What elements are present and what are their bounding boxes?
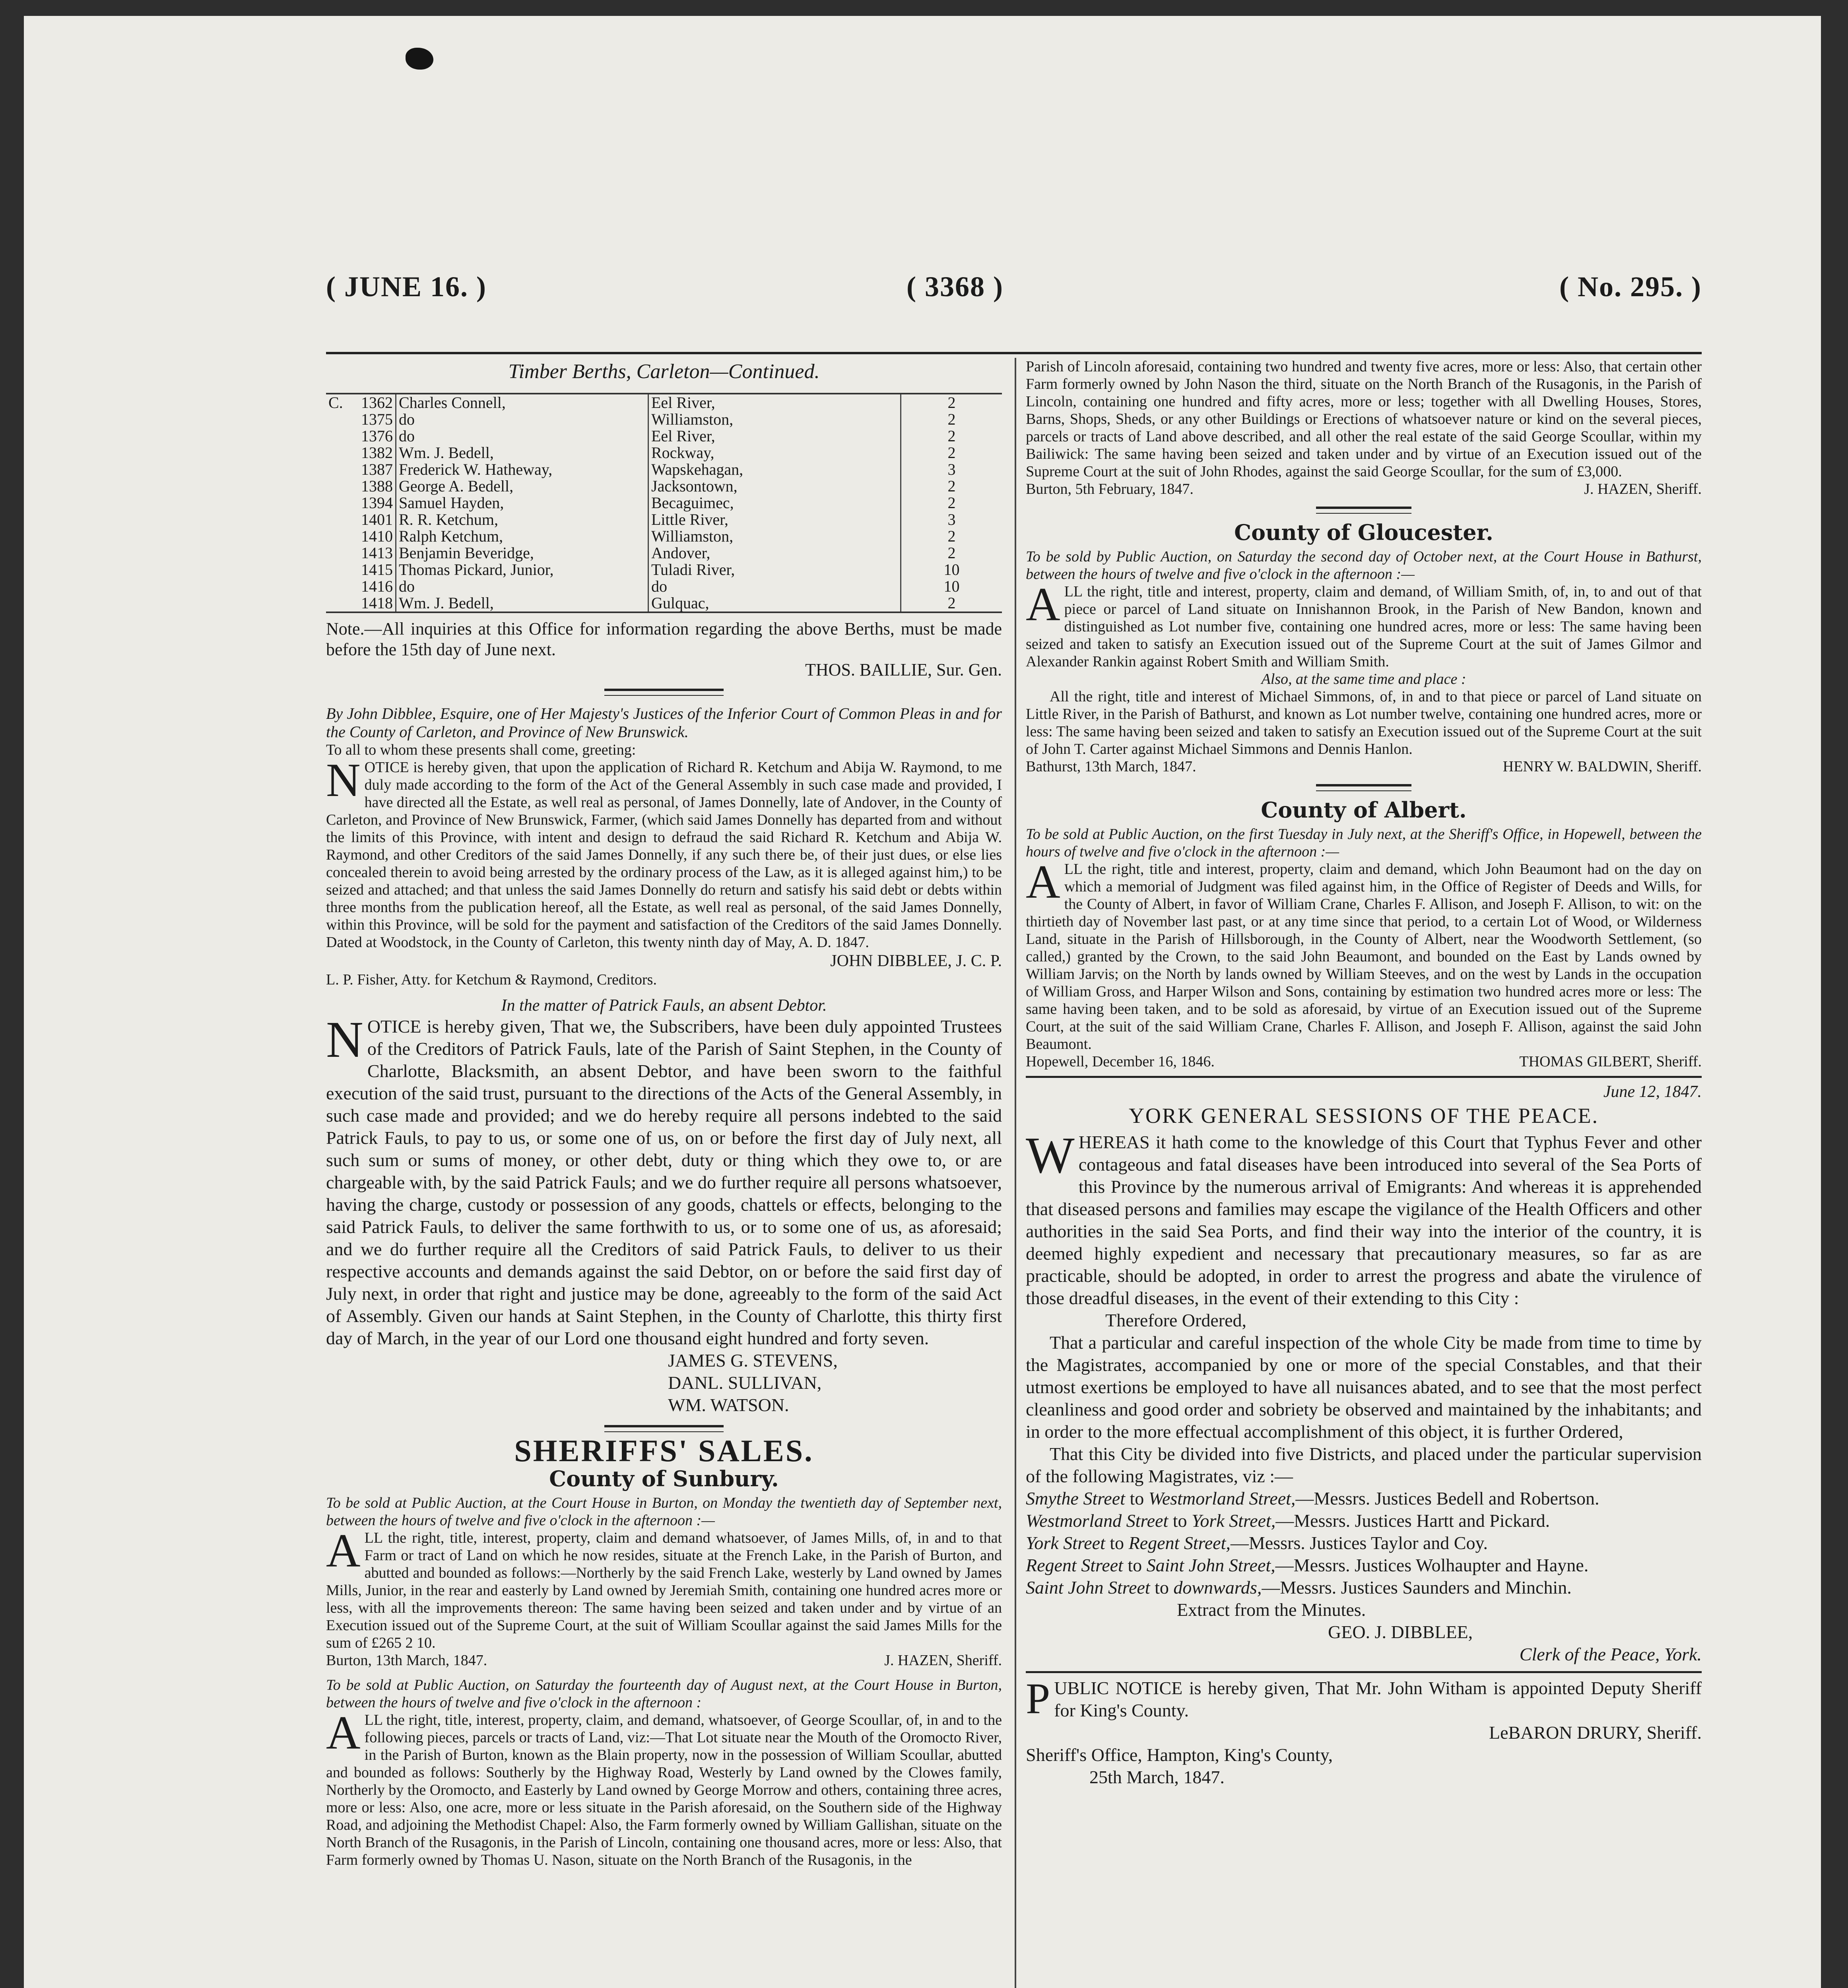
fauls-signers bbox=[668, 1349, 1002, 1416]
header-issue-number: ( No. 295. ) bbox=[1559, 271, 1702, 303]
berth-num-cell: 1362 bbox=[355, 394, 396, 411]
berth-sq-cell: 2 bbox=[947, 594, 956, 612]
berth-num-cell: 1410 bbox=[355, 528, 396, 545]
berth-loc-cell: Eel River, bbox=[648, 428, 901, 445]
albert-footer bbox=[1026, 1053, 1702, 1070]
berth-sq-cell: 10 bbox=[943, 577, 960, 595]
berth-pre-cell bbox=[326, 578, 355, 595]
fauls-signer: WM. WATSON. bbox=[668, 1395, 789, 1415]
gloucester-body: LL the right, title and interest, property, claim and demand, of William Smith, of, in, to and out of that piece or parcel of Land situate on Innishannon Brook, in the Parish of New Bandon, known and distinguished as Lot number five, containing one hundred acres, more or less: The same having been seized and taken to satisfy an Execution issued out of the Supreme Court at the suit of James Gilmor and Alexander Rankin against Robert Smith and William Smith. bbox=[1026, 583, 1702, 670]
section-ornament bbox=[1316, 507, 1411, 514]
york-signature: GEO. J. DIBBLEE, bbox=[1328, 1622, 1473, 1642]
header-date: ( JUNE 16. ) bbox=[326, 271, 487, 303]
newspaper-page-scan bbox=[24, 16, 1821, 1988]
berth-num-cell: 1413 bbox=[355, 545, 396, 561]
fauls-notice bbox=[326, 996, 1002, 1416]
york-districts-list bbox=[1026, 1487, 1702, 1599]
timber-berths-notice bbox=[326, 362, 1002, 680]
timber-berths-table bbox=[326, 393, 1002, 613]
berth-sq-cell: 3 bbox=[947, 511, 956, 528]
berth-sq-cell: 2 bbox=[947, 444, 956, 462]
berth-loc-cell: Williamston, bbox=[648, 411, 901, 428]
gloucester-sheriff: HENRY W. BALDWIN, Sheriff. bbox=[1502, 758, 1702, 775]
berth-row bbox=[326, 578, 1002, 595]
sheriffs-sales bbox=[326, 1433, 1002, 1869]
york-ordered: Therefore Ordered, bbox=[1105, 1310, 1246, 1330]
fauls-signer: JAMES G. STEVENS, bbox=[668, 1350, 838, 1371]
berth-name-cell: Frederick W. Hatheway, bbox=[396, 461, 648, 478]
sunbury-sale1-intro: To be sold at Public Auction, at the Court House in Burton, on Monday the twentieth day of September next, between the hours of twelve and five o'clock in the afternoon :— bbox=[326, 1495, 1002, 1529]
berth-pre-cell bbox=[326, 428, 355, 445]
albert-dropcap: A bbox=[1026, 855, 1060, 908]
dibblee-heading: By John Dibblee, Esquire, one of Her Majesty's Justices of the Inferior Court of Common Pleas in and for the County of Carleton, and Province of New Brunswick. bbox=[326, 705, 1002, 741]
berth-sq-cell: 2 bbox=[947, 477, 956, 495]
sunbury-sale2-sheriff: J. HAZEN, Sheriff. bbox=[1584, 481, 1702, 497]
albert-date: Hopewell, December 16, 1846. bbox=[1026, 1053, 1215, 1070]
fauls-body: OTICE is hereby given, That we, the Subscribers, have been duly appointed Trustees of the Creditors of Patrick Fauls, late of the Parish of Saint Stephen, in the County of Charlotte, Blacksmith, an absent Debtor, and have been sworn to the faithful execution of the said trust, pursuant to the directions of the Acts of the General Assembly, in such case made and provided; and we do hereby require all persons indebted to the said Patrick Fauls, to pay to us, or some one of us, on or before the first day of July next, all such sum or sums of money, or other debt, duty or thing which they owe to, or are chargeable with, by the said Patrick Fauls; and we do further require all persons whatsoever, having the charge, custody or possession of any goods, chattels or effects, belonging to the said Patrick Fauls, to deliver the same forthwith to us, or to some one of us, as aforesaid; and we do further require all the Creditors of said Patrick Fauls, to deliver to us their respective accounts and demands against the said Debtor, on or before the said first day of July next, in order that right and justice may be done, agreeably to the form of the said Act of Assembly. Given our hands at Saint Stephen, in the County of Charlotte, this thirty first day of March, in the year of our Lord one thousand eight hundred and forty seven. bbox=[326, 1016, 1002, 1348]
district-joiner: to bbox=[1125, 1488, 1149, 1508]
berth-num-cell: 1376 bbox=[355, 428, 396, 445]
berth-loc-cell: Jacksontown, bbox=[648, 478, 901, 495]
berth-num-cell: 1382 bbox=[355, 445, 396, 461]
sunbury-sale1-footer bbox=[326, 1652, 1002, 1669]
sunbury-sale2-date: Burton, 5th February, 1847. bbox=[1026, 481, 1194, 497]
sunbury-sale1-body: LL the right, title, interest, property, claim and demand whatsoever, of James Mills, of, in and to that Farm or tract of Land on which he now resides, situate at the French Lake, in the Parish of Burton, and abutted and bounded as follows:—Northerly by the said French Lake, westerly by Land owned by James Mills, Junior, in the rear and easterly by Land owned by Jeremiah Smith, containing one hundred acres more or less, with all the improvements thereon: The same having been seized and taken under and by virtue of an Execution issued out of the Supreme Court, at the suit of William Scoullar against the said James Mills for the sum of £265 2 10. bbox=[326, 1530, 1002, 1651]
berth-name-cell: Charles Connell, bbox=[396, 394, 648, 411]
berth-num-cell: 1394 bbox=[355, 495, 396, 511]
district-justices: —Messrs. Justices Bedell and Robertson. bbox=[1295, 1488, 1600, 1508]
district-from: Westmorland Street bbox=[1026, 1510, 1169, 1531]
gloucester-body2: All the right, title and interest of Michael Simmons, of, in and to that piece or parcel of Land situate on Little River, in the Parish of Bathurst, and known as Lot number twelve, containing one hundred acres, more or less: The same having been seized and taken to satisfy an Execution issued out of the Supreme Court at the suit of John T. Carter against Michael Simmons and Dennis Hanlon. bbox=[1026, 688, 1702, 757]
sheriffs-sales-title: SHERIFFS' SALES. bbox=[514, 1433, 814, 1468]
berth-pre-cell bbox=[326, 561, 355, 578]
york-title: YORK GENERAL SESSIONS OF THE PEACE. bbox=[1128, 1104, 1599, 1128]
sunbury-sale2-body: LL the right, title, interest, property, claim, and demand, whatsoever, of George Scoullar, of, in and to the following pieces, parcels or tracts of Land, viz:—That Lot situate near the Mouth of the Oromocto River, in the Parish of Burton, known as the Blain property, now in the possession of William Scoullar, abutted and bounded as follows: Southerly by the Highway Road, Westerly by Land owned by the Clowes family, Northerly by the Oromocto, and Easterly by Land owned by George Morrow and others, containing three acres, more or less: Also, one acre, more or less situate in the Parish aforesaid, on the Southern side of the Highway Road, and adjoining the Methodist Chapel: Also, the Farm formerly owned by William Gallishan, situate on the North Branch of the Rusagonis, in the Parish of Lincoln, containing one thousand acres, more or less: Also, that Farm formerly owned by Thomas U. Nason, situate on the North Branch of the Rusagonis, in the bbox=[326, 1712, 1002, 1868]
sunbury-sale1-sheriff: J. HAZEN, Sheriff. bbox=[884, 1652, 1002, 1669]
york-date: June 12, 1847. bbox=[1603, 1083, 1702, 1101]
albert-intro: To be sold at Public Auction, on the first Tuesday in July next, at the Sheriff's Office, in Hopewell, between the hours of twelve and five o'clock in the afternoon :— bbox=[1026, 826, 1702, 860]
district-joiner: to bbox=[1168, 1510, 1192, 1531]
sunbury-sale1-dropcap: A bbox=[326, 1524, 361, 1577]
berth-num-cell: 1418 bbox=[355, 595, 396, 612]
berth-num-cell: 1375 bbox=[355, 411, 396, 428]
berth-name-cell: Ralph Ketchum, bbox=[396, 528, 648, 545]
berth-row bbox=[326, 461, 1002, 478]
fauls-signer: DANL. SULLIVAN, bbox=[668, 1373, 822, 1393]
berth-sq-cell: 2 bbox=[947, 427, 956, 445]
fauls-dropcap: N bbox=[326, 1011, 363, 1068]
header-page-number: ( 3368 ) bbox=[907, 271, 1004, 303]
berth-num-cell: 1415 bbox=[355, 561, 396, 578]
public-dropcap: P bbox=[1026, 1674, 1050, 1723]
york-clerk: Clerk of the Peace, York. bbox=[1519, 1644, 1702, 1664]
public-office: Sheriff's Office, Hampton, King's County, bbox=[1026, 1745, 1333, 1765]
berth-row bbox=[326, 428, 1002, 445]
district-to: Saint John Street, bbox=[1146, 1555, 1275, 1575]
berth-num-cell: 1388 bbox=[355, 478, 396, 495]
county-albert-heading: County of Albert. bbox=[1261, 797, 1467, 823]
york-body: HEREAS it hath come to the knowledge of this Court that Typhus Fever and other contageous and fatal diseases have been introduced into several of the Sea Ports of this Province by the numerous arrival of Emigrants: And whereas it is apprehended that diseased persons and families may escape the vigilance of the Health Officers and other authorities in the said Sea Ports, and find their way into the interior of the country, it is deemed highly expedient and necessary that precautionary measures, so far as are practicable, should be adopted, in order to arrest the progress and abate the virulence of those dreadful diseases, in the event of their extending to this City : bbox=[1026, 1132, 1702, 1308]
berth-loc-cell: Rockway, bbox=[648, 445, 901, 461]
page-header bbox=[326, 270, 1702, 314]
york-district bbox=[1026, 1532, 1702, 1554]
ink-blot bbox=[406, 48, 433, 70]
berth-sq-cell: 2 bbox=[947, 410, 956, 428]
york-sessions-notice bbox=[1026, 1082, 1702, 1666]
berth-loc-cell: Wapskehagan, bbox=[648, 461, 901, 478]
left-column bbox=[326, 358, 1002, 1988]
berth-loc-cell: Gulquac, bbox=[648, 595, 901, 612]
dibblee-notice bbox=[326, 705, 1002, 988]
district-from: Regent Street bbox=[1026, 1555, 1123, 1575]
berth-row bbox=[326, 528, 1002, 545]
berth-num-cell: 1416 bbox=[355, 578, 396, 595]
berth-name-cell: Samuel Hayden, bbox=[396, 495, 648, 511]
district-justices: —Messrs. Justices Wolhaupter and Hayne. bbox=[1275, 1555, 1589, 1575]
berths-signature: THOS. BAILLIE, Sur. Gen. bbox=[805, 660, 1002, 679]
public-body: UBLIC NOTICE is hereby given, That Mr. John Witham is appointed Deputy Sheriff for King's County. bbox=[1054, 1678, 1702, 1720]
sunbury-sale2-intro: To be sold at Public Auction, on Saturday the fourteenth day of August next, at the Court House in Burton, between the hours of twelve and five o'clock in the afternoon : bbox=[326, 1677, 1002, 1711]
berth-row bbox=[326, 411, 1002, 428]
york-district bbox=[1026, 1576, 1702, 1599]
berth-row bbox=[326, 595, 1002, 612]
district-justices: —Messrs. Justices Hartt and Pickard. bbox=[1275, 1510, 1550, 1531]
york-extract: Extract from the Minutes. bbox=[1177, 1600, 1366, 1620]
district-joiner: to bbox=[1105, 1533, 1129, 1553]
berth-sq-cell: 2 bbox=[947, 394, 956, 412]
berth-pre-cell bbox=[326, 595, 355, 612]
public-date: 25th March, 1847. bbox=[1089, 1767, 1225, 1787]
berth-row bbox=[326, 445, 1002, 461]
berth-row bbox=[326, 561, 1002, 578]
berth-pre-cell: C. bbox=[328, 394, 343, 412]
berth-num-cell: 1401 bbox=[355, 511, 396, 528]
berth-name-cell: George A. Bedell, bbox=[396, 478, 648, 495]
district-justices: —Messrs. Justices Saunders and Minchin. bbox=[1262, 1577, 1572, 1598]
albert-body: LL the right, title and interest, property, claim and demand, which John Beaumont had on the day on which a memorial of Judgment was filed against him, in the Office of Register of Deeds and Wills, for the County of Albert, in favor of William Crane, Charles F. Allison, and Joseph F. Allison, to wit: on the thirtieth day of November last past, or at any time since that period, to a certain Lot of Wood, or Wilderness Land, situate in the Parish of Hillsborough, in the County of Albert, near the Woodworth Settlement, (so called,) granted by the Crown, to the said John Beaumont, and bounded on the East by Lands owned by William Jarvis; on the North by lands owned by William Steeves, and on the west by Lands in the occupation of William Gross, and Harper Wilson and Sons, containing by estimation two hundred acres more or less: The same having been taken, and to be sold as aforesaid, by virtue of an Execution issued out of the Supreme Court, at the suit of the said William Crane, Charles F. Allison, and Joseph F. Allison, against the said John Beaumont. bbox=[1026, 861, 1702, 1052]
berth-loc-cell: do bbox=[648, 578, 901, 595]
york-district bbox=[1026, 1487, 1702, 1510]
district-joiner: to bbox=[1123, 1555, 1147, 1575]
gloucester-footer bbox=[1026, 758, 1702, 775]
gazette-page bbox=[326, 270, 1702, 1988]
york-inspection: That a particular and careful inspection of the whole City be made from time to time by the Magistrates, accompanied by one or more of the special Constables, and that their utmost exertions be employed to have all nuisances abated, and to see that the most perfect cleanliness and good order and sobriety be observed and maintained by the inhabitants; and in order to the more effectual accomplishment of this object, it is further Ordered, bbox=[1026, 1332, 1702, 1442]
berth-sq-cell: 10 bbox=[943, 561, 960, 579]
berth-num-cell: 1387 bbox=[355, 461, 396, 478]
sunbury-sale2-continued: Parish of Lincoln aforesaid, containing two hundred and twenty five acres, more or less: Also, that certain other Farm formerly owned by John Nason the third, situate on the North Branch of the Rusagonis, in the Parish of Lincoln, containing one hundred and fifty acres, more or less; together with all Dwelling Houses, Stores, Barns, Shops, Sheds, or any other Buildings or Erections of whatsoever nature or kind on the several pieces, parcels or tracts of Land above described, and all other the real estate of the said George Scoullar, within my Bailiwick: The same having been seized and taken under and by virtue of an Execution issued out of the Supreme Court at the suit of John Rhodes, against the said George Scoullar, for the sum of £3,000. bbox=[1026, 358, 1702, 480]
york-district bbox=[1026, 1554, 1702, 1576]
gloucester-intro: To be sold by Public Auction, on Saturday the second day of October next, at the Court House in Bathurst, between the hours of twelve and five o'clock in the afternoon :— bbox=[1026, 548, 1702, 582]
section-rule bbox=[1026, 1076, 1702, 1078]
gloucester-also: Also, at the same time and place : bbox=[1261, 671, 1466, 687]
berth-row bbox=[326, 478, 1002, 495]
berth-pre-cell bbox=[326, 545, 355, 561]
column-divider bbox=[1015, 358, 1016, 1988]
sunbury-sale1-date: Burton, 13th March, 1847. bbox=[326, 1652, 487, 1669]
gloucester-dropcap: A bbox=[1026, 578, 1060, 631]
public-notice bbox=[1026, 1674, 1702, 1788]
berth-pre-cell bbox=[326, 461, 355, 478]
gloucester-sale bbox=[1026, 522, 1702, 775]
berth-row bbox=[326, 545, 1002, 561]
berth-sq-cell: 2 bbox=[947, 494, 956, 512]
berth-pre-cell bbox=[326, 528, 355, 545]
berth-loc-cell: Eel River, bbox=[648, 394, 901, 411]
district-from: Smythe Street bbox=[1026, 1488, 1125, 1508]
berth-loc-cell: Little River, bbox=[648, 511, 901, 528]
public-sheriff: LeBARON DRURY, Sheriff. bbox=[1489, 1722, 1702, 1743]
dibblee-dropcap: N bbox=[326, 753, 361, 806]
berth-pre-cell bbox=[326, 445, 355, 461]
district-from: York Street bbox=[1026, 1533, 1105, 1553]
berth-loc-cell: Becaguimec, bbox=[648, 495, 901, 511]
gloucester-date: Bathurst, 13th March, 1847. bbox=[1026, 758, 1196, 775]
sunbury-sale2-dropcap: A bbox=[326, 1706, 361, 1759]
section-ornament bbox=[1316, 784, 1411, 791]
dibblee-greeting: To all to whom these presents shall come, greeting: bbox=[326, 742, 636, 758]
berth-pre-cell bbox=[326, 478, 355, 495]
berth-name-cell: R. R. Ketchum, bbox=[396, 511, 648, 528]
berths-note: Note.—All inquiries at this Office for information regarding the above Berths, must be made before the 15th day of June next. bbox=[326, 619, 1002, 659]
dibblee-attorney: L. P. Fisher, Atty. for Ketchum & Raymond, Creditors. bbox=[326, 971, 657, 988]
fauls-heading: In the matter of Patrick Fauls, an absent Debtor. bbox=[501, 996, 827, 1015]
berth-row bbox=[326, 394, 1002, 411]
header-rule bbox=[326, 352, 1702, 354]
york-dropcap: W bbox=[1026, 1127, 1075, 1184]
district-joiner: to bbox=[1150, 1577, 1174, 1598]
berth-pre-cell bbox=[326, 411, 355, 428]
district-from: Saint John Street bbox=[1026, 1577, 1150, 1598]
berth-sq-cell: 2 bbox=[947, 544, 956, 562]
section-rule bbox=[1026, 1671, 1702, 1673]
right-column bbox=[1026, 358, 1702, 1988]
berth-name-cell: Wm. J. Bedell, bbox=[396, 595, 648, 612]
berth-sq-cell: 2 bbox=[947, 527, 956, 545]
berth-sq-cell: 3 bbox=[947, 460, 956, 478]
district-to: Regent Street, bbox=[1128, 1533, 1231, 1553]
berth-name-cell: do bbox=[396, 578, 648, 595]
berth-name-cell: do bbox=[396, 428, 648, 445]
york-district bbox=[1026, 1510, 1702, 1532]
berth-row bbox=[326, 495, 1002, 511]
county-sunbury-heading: County of Sunbury. bbox=[549, 1466, 779, 1491]
district-to: York Street, bbox=[1191, 1510, 1276, 1531]
district-to: Westmorland Street, bbox=[1148, 1488, 1296, 1508]
berth-name-cell: Benjamin Beveridge, bbox=[396, 545, 648, 561]
albert-sheriff: THOMAS GILBERT, Sheriff. bbox=[1519, 1053, 1702, 1070]
berth-name-cell: Wm. J. Bedell, bbox=[396, 445, 648, 461]
york-districts-intro: That this City be divided into five Districts, and placed under the particular supervision of the following Magistrates, viz :— bbox=[1026, 1444, 1702, 1486]
county-gloucester-heading: County of Gloucester. bbox=[1234, 520, 1493, 545]
berth-loc-cell: Tuladi River, bbox=[648, 561, 901, 578]
sunbury-sale2-footer bbox=[1026, 480, 1702, 498]
timber-berths-title: Timber Berths, Carleton—Continued. bbox=[508, 360, 820, 383]
berth-pre-cell bbox=[326, 511, 355, 528]
berth-pre-cell bbox=[326, 495, 355, 511]
berth-loc-cell: Andover, bbox=[648, 545, 901, 561]
berth-row bbox=[326, 511, 1002, 528]
section-ornament bbox=[604, 689, 724, 696]
berth-name-cell: Thomas Pickard, Junior, bbox=[396, 561, 648, 578]
dibblee-signature: JOHN DIBBLEE, J. C. P. bbox=[830, 952, 1002, 970]
district-justices: —Messrs. Justices Taylor and Coy. bbox=[1230, 1533, 1488, 1553]
berth-loc-cell: Williamston, bbox=[648, 528, 901, 545]
dibblee-body: OTICE is hereby given, that upon the application of Richard R. Ketchum and Abija W. Raymond, to me duly made according to the form of the Act of the General Assembly in such case made and provided, I have directed all the Estate, as well real as personal, of James Donnelly, late of Andover, in the County of Carleton, and Province of New Brunswick, Farmer, (which said James Donnelly has departed from and without the limits of this Province, with intent and design to defraud the said Richard R. Ketchum and Abija W. Raymond, and other Creditors of the said James Donnelly, if any such there be, of their just dues, or else lies concealed therein to avoid being arrested by the ordinary process of the Law, as it is alleged against him,) to be seized and attached; and that unless the said James Donnelly do return and satisfy his said debt or debts within three months from the publication hereof, all the Estate, as well real as personal, of the said James Donnelly, within this Province, will be sold for the payment and satisfaction of the Creditors of the said James Donnelly. Dated at Woodstock, in the County of Carleton, this twenty ninth day of May, A. D. 1847. bbox=[326, 759, 1002, 951]
albert-sale bbox=[1026, 797, 1702, 1070]
section-ornament bbox=[604, 1425, 724, 1432]
berth-name-cell: do bbox=[396, 411, 648, 428]
district-to: downwards, bbox=[1173, 1577, 1262, 1598]
